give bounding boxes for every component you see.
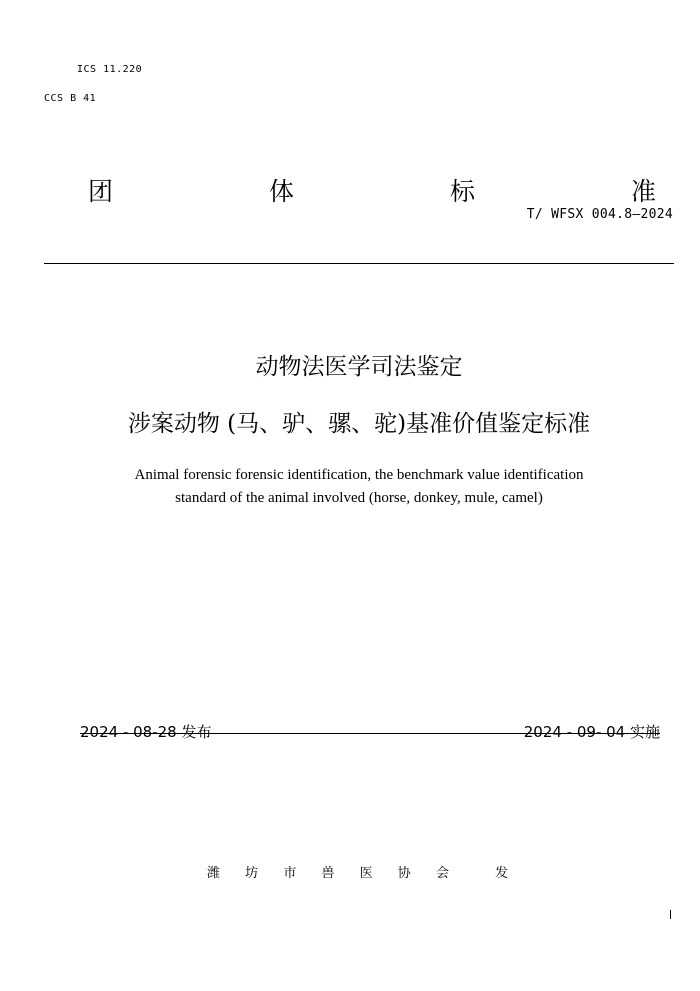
document-title-sub: 涉案动物 (马、驴、骡、驼)基准价值鉴定标准 xyxy=(127,411,591,437)
date-divider xyxy=(80,733,660,734)
implement-date: 2024 - 09- 04 实施 xyxy=(523,723,660,741)
ccs-code: CCS B 41 xyxy=(44,93,97,104)
header-divider xyxy=(44,263,674,264)
standard-type-char: 标 xyxy=(449,177,475,206)
issuer-char: 潍 xyxy=(207,866,221,881)
issuer-char: 坊 xyxy=(245,866,259,881)
standard-type-char: 准 xyxy=(630,177,656,206)
issuer-char: 协 xyxy=(397,866,411,881)
issuer-char: 市 xyxy=(283,866,297,881)
english-title-line: Animal forensic forensic identification, the benchmark value identification xyxy=(134,467,584,483)
issuer-action: 发 xyxy=(495,866,509,881)
publish-date: 2024 - 08-28 发布 xyxy=(80,723,212,741)
ics-code: ICS 11.220 xyxy=(77,64,143,75)
issuer-char: 会 xyxy=(435,866,449,881)
issuer xyxy=(207,862,508,881)
page-edge-mark xyxy=(670,910,671,919)
english-title-line: standard of the animal involved (horse, donkey, mule, camel) xyxy=(175,490,543,506)
issuer-char: 医 xyxy=(359,866,373,881)
standard-type-char: 团 xyxy=(88,177,114,206)
english-title xyxy=(0,464,700,510)
document-title-main: 动物法医学司法鉴定 xyxy=(255,354,463,380)
standard-number: T/ WFSX 004.8—2024 xyxy=(526,207,673,222)
standard-type xyxy=(88,172,656,208)
issuer-char: 兽 xyxy=(321,866,335,881)
standard-type-char: 体 xyxy=(268,177,294,206)
